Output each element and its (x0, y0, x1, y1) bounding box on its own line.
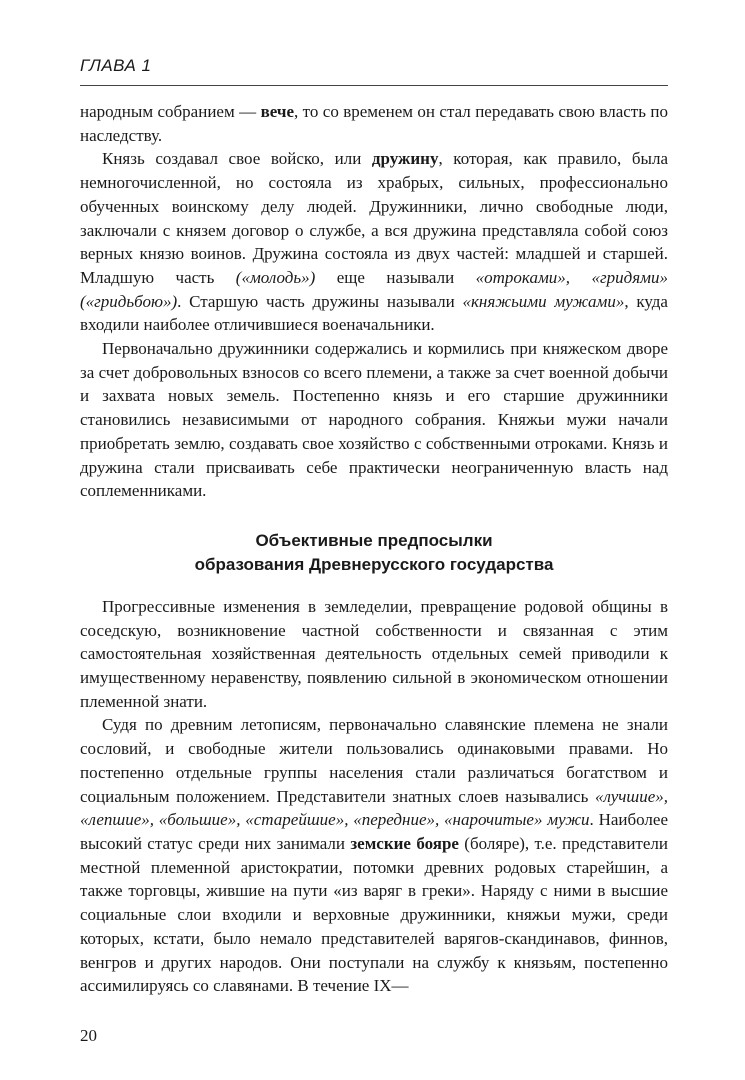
page-body (80, 100, 668, 998)
text-run: , которая, как правило, была немногочисленной, но состояла из храбрых, сильных, профессионально обученных воинскому делу людей. Дружинники, лично свободные люди, заключали с князем договор о службе, а вся дружина представляла собой союз верных князю воинов. Дружина состояла из двух частей: младшей и старшей. Младшую часть (80, 149, 668, 287)
text-run: Прогрессивные изменения в земледелии, превращение родовой общины в соседскую, возникновение частной собственности и связанная с этим самостоятельная хозяйственная деятельность отдельных семей приводили к имущественному неравенству, появлению сильной в экономическом отношении племенной знати. (80, 596, 668, 711)
paragraph (80, 713, 668, 997)
text-run: (боляре), т.е. представители местной племенной аристократии, потомки древних родовых старейшин, а также торговцы, жившие на пути «из варяг в греки». Наряду с ними в высшие социальные слои входили и верховные дружинники, княжьи мужи, среди которых, кстати, было немало представителей варягов-скандинавов, финнов, венгров и других народов. Они поступали на службу к князьям, постепенно ассимилируясь со славянами. В течение IX— (80, 833, 668, 996)
bold-term: земские бояре (350, 833, 459, 853)
paragraph (80, 100, 668, 147)
paragraph (80, 337, 668, 503)
section-heading-line: образования Древнерусского государства (194, 554, 554, 574)
bold-term: вече (260, 102, 294, 121)
paragraph (80, 147, 668, 337)
text-run: . Наиболее высокий статус среди них занимали (80, 810, 669, 853)
italic-term: «княжьими мужами» (462, 291, 625, 311)
section-heading-line: Объективные предпосылки (255, 530, 493, 550)
text-run: Судя по древним летописям, первоначально славянские племена не знали сословий, и свободные жители пользовались одинаковыми правами. Но постепенно отдельные группы населения стали различаться богатством и социальным положением. Представители знатных слоев назывались (80, 715, 668, 806)
italic-term: («молодь») (235, 267, 316, 287)
text-run: , то со временем он стал передавать свою власть по наследству. (80, 102, 668, 145)
page-number: 20 (80, 1026, 97, 1045)
paragraph (80, 595, 668, 714)
italic-term: «лучшие», «лепшие», «большие», «старейшие», «передние», «нарочитые» мужи (80, 786, 668, 830)
text-run: народным собранием — (80, 102, 261, 121)
header-rule (80, 85, 668, 86)
section-heading (80, 529, 668, 577)
text-run: , куда входили наиболее отличившиеся военачальники. (80, 291, 668, 335)
bold-term: дружину (371, 149, 439, 169)
text-run: Первоначально дружинники содержались и кормились при княжеском дворе за счет добровольных взносов со всего племени, а также за счет военной добычи и захвата новых земель. Постепенно князь и его старшие дружинники становились независимыми от народного собрания. Княжьи мужи начали приобретать землю, создавать свое хозяйство с собственными отроками. Князь и дружина стали присваивать себе практически неограниченную власть над соплеменниками. (80, 339, 668, 501)
text-run: еще называли (315, 267, 476, 287)
italic-term: «отроками», «гридями» («гридьбою») (80, 267, 668, 311)
running-head: ГЛАВА 1 (80, 56, 152, 75)
text-run: Князь создавал свое войско, или (102, 149, 372, 169)
text-run: . Старшую часть дружины называли (177, 291, 463, 311)
